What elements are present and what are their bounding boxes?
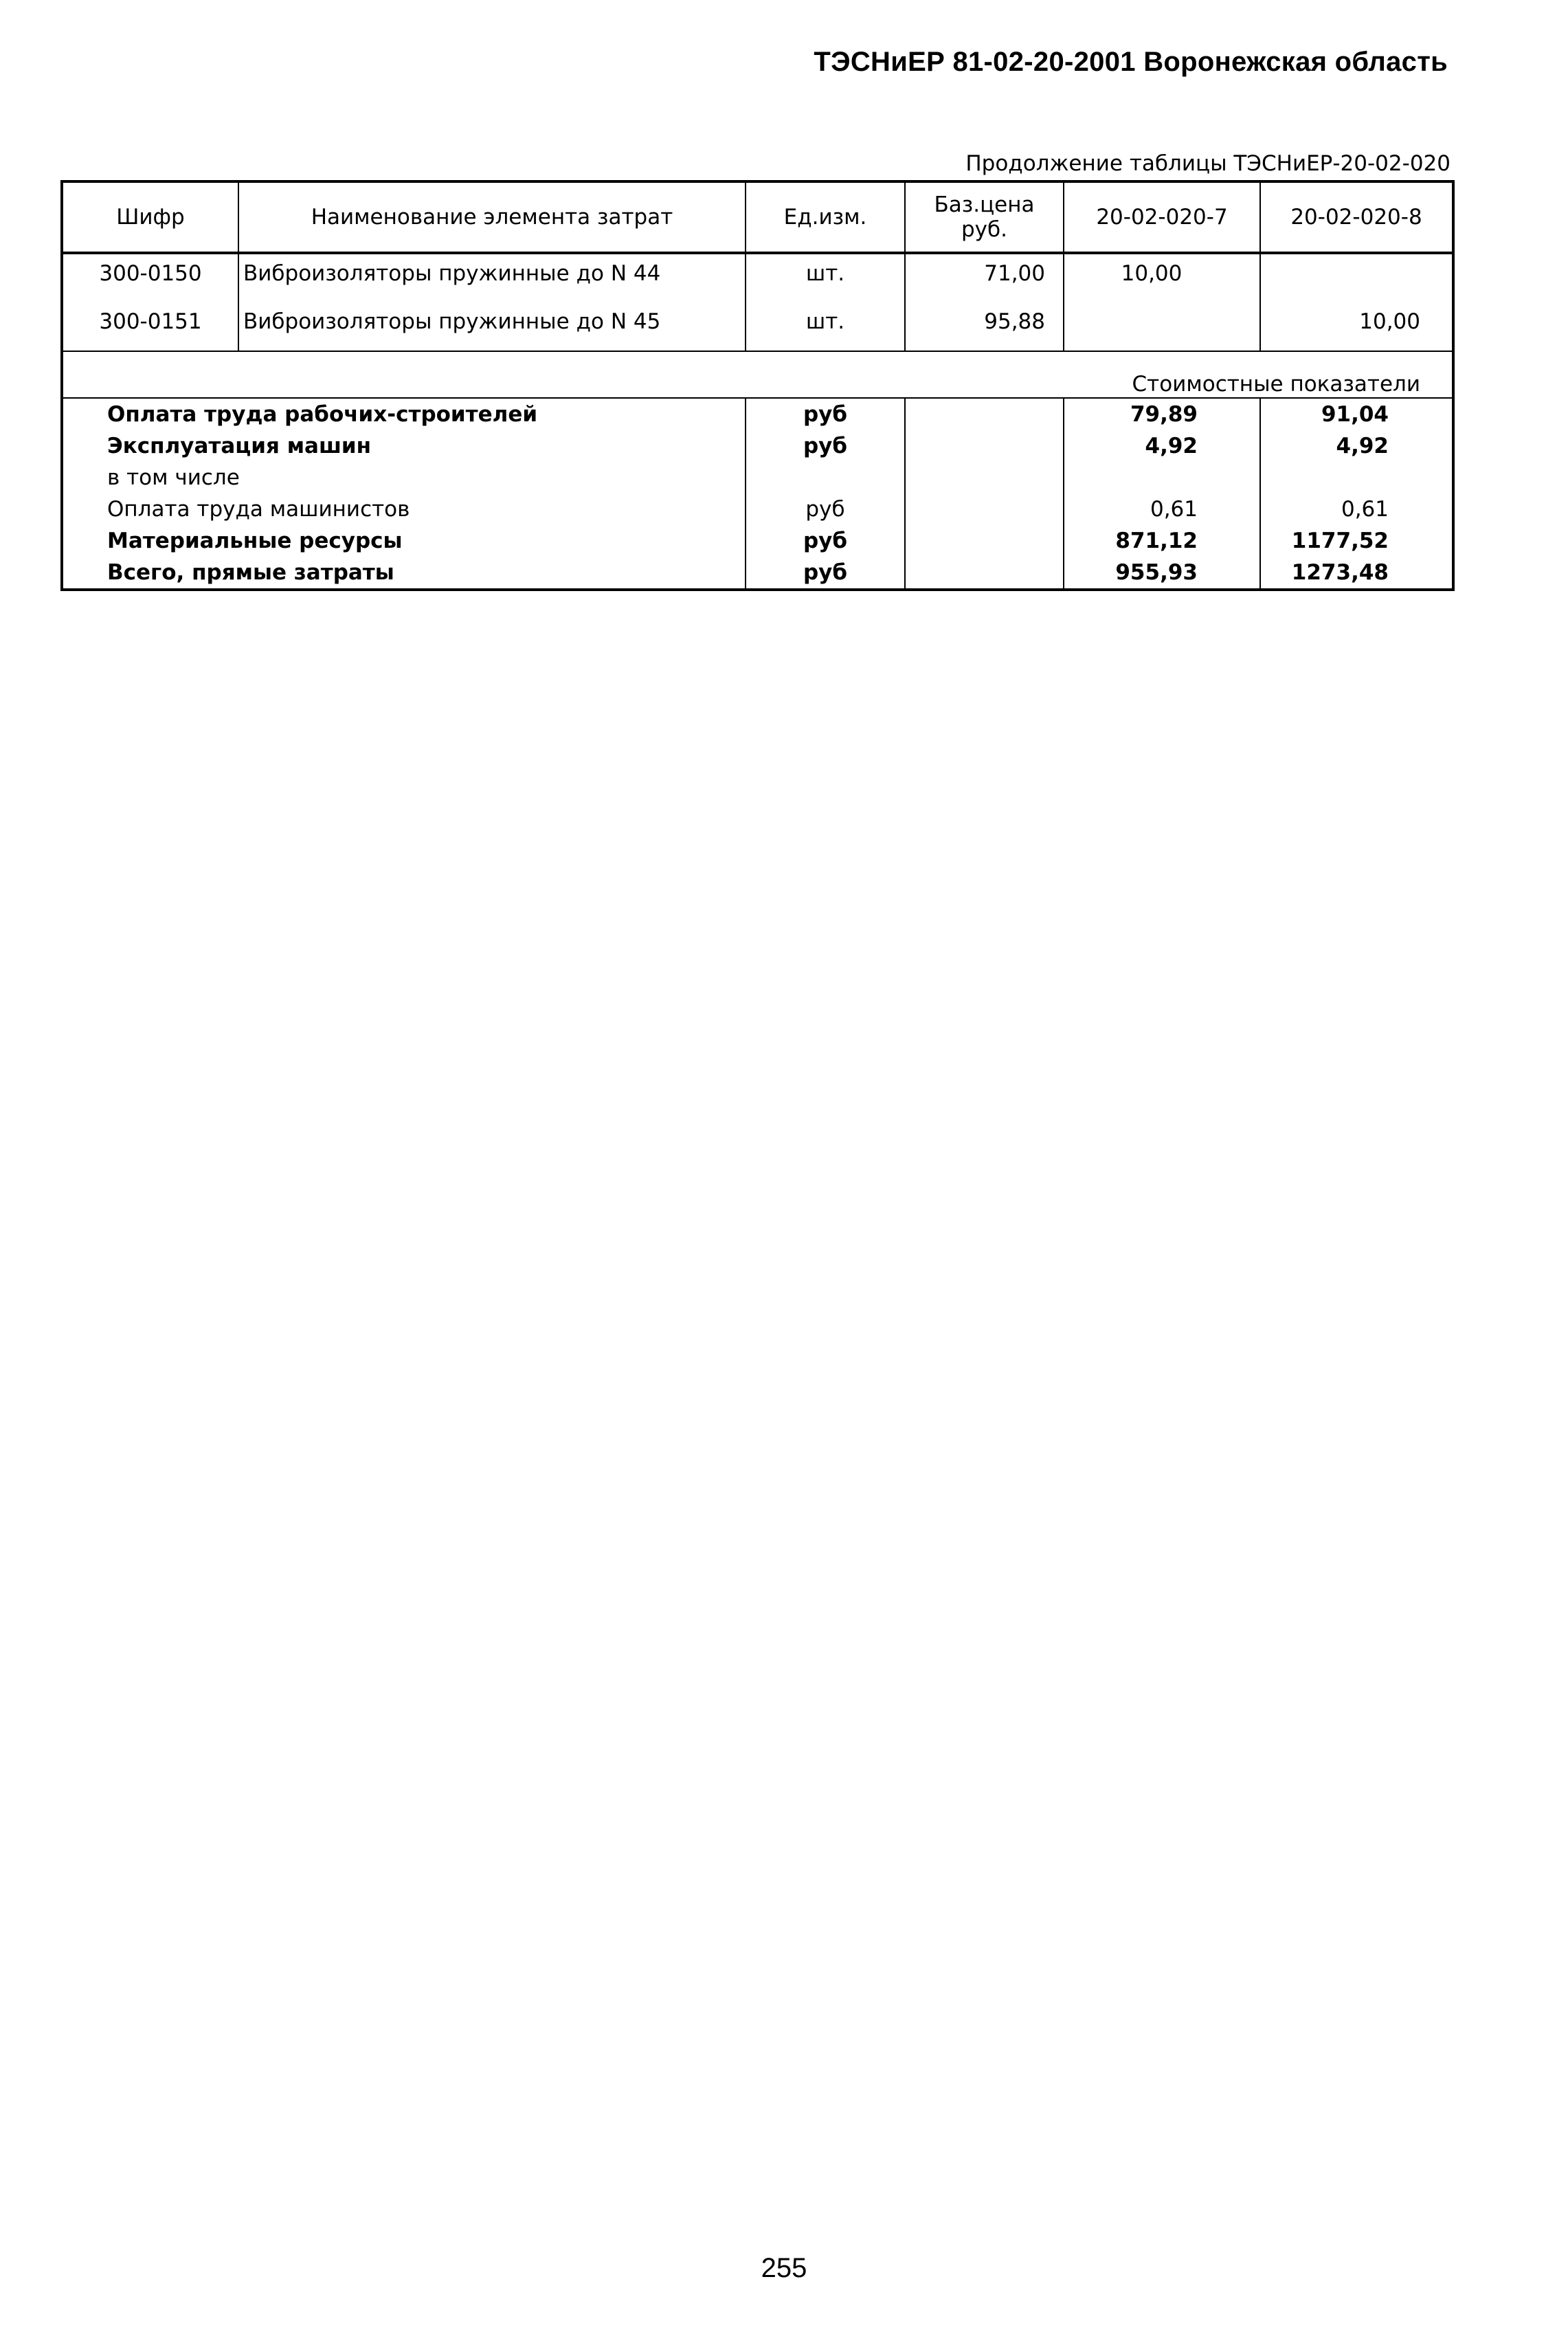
summary-empty-cell [905,557,1064,590]
resource-value-col8 [1260,253,1453,302]
summary-label: в том числе [62,462,746,493]
header-base-price-line2: руб. [961,217,1007,242]
resource-value-col7: 10,00 [1064,253,1260,302]
summary-unit: руб [746,398,905,430]
summary-row [62,493,1453,525]
table-caption: Продолжение таблицы ТЭСНиЕР-20-02-020 [965,151,1451,176]
document-header: ТЭСНиЕР 81-02-20-2001 Воронежская область [814,47,1448,77]
header-col8: 20-02-020-8 [1260,181,1453,253]
summary-label: Оплата труда рабочих-строителей [62,398,746,430]
summary-row [62,398,1453,430]
summary-row [62,462,1453,493]
summary-empty-cell [905,398,1064,430]
summary-empty-cell [905,430,1064,462]
summary-label: Оплата труда машинистов [62,493,746,525]
summary-empty-cell [905,525,1064,557]
resource-unit: шт. [746,253,905,302]
resource-name: Виброизоляторы пружинные до N 44 [238,253,746,302]
summary-value-col7 [1064,462,1260,493]
summary-label: Эксплуатация машин [62,430,746,462]
header-col7: 20-02-020-7 [1064,181,1260,253]
page-number: 255 [761,2253,807,2283]
header-code: Шифр [62,181,238,253]
section-row [62,351,1453,398]
summary-value-col8: 91,04 [1260,398,1453,430]
resource-value-col7 [1064,302,1260,351]
summary-value-col8: 1273,48 [1260,557,1453,590]
header-base-price [905,181,1064,253]
summary-empty-cell [905,493,1064,525]
summary-unit: руб [746,493,905,525]
summary-unit: руб [746,430,905,462]
header-unit: Ед.изм. [746,181,905,253]
resource-name: Виброизоляторы пружинные до N 45 [238,302,746,351]
summary-value-col7: 79,89 [1064,398,1260,430]
summary-row [62,557,1453,590]
section-title: Стоимостные показатели [62,351,1453,398]
summary-unit: руб [746,557,905,590]
summary-unit: руб [746,525,905,557]
summary-value-col7: 0,61 [1064,493,1260,525]
summary-value-col7: 871,12 [1064,525,1260,557]
summary-empty-cell [905,462,1064,493]
table-row [62,302,1453,351]
summary-row [62,430,1453,462]
summary-value-col7: 4,92 [1064,430,1260,462]
resource-code: 300-0150 [62,253,238,302]
table-header-row [62,181,1453,253]
summary-value-col8: 1177,52 [1260,525,1453,557]
resource-unit: шт. [746,302,905,351]
resource-price: 71,00 [905,253,1064,302]
header-base-price-line1: Баз.цена [934,192,1035,217]
summary-label: Всего, прямые затраты [62,557,746,590]
header-name: Наименование элемента затрат [238,181,746,253]
resource-code: 300-0151 [62,302,238,351]
resource-value-col8: 10,00 [1260,302,1453,351]
summary-row [62,525,1453,557]
summary-label: Материальные ресурсы [62,525,746,557]
table-row [62,253,1453,302]
summary-value-col7: 955,93 [1064,557,1260,590]
summary-value-col8: 4,92 [1260,430,1453,462]
summary-value-col8 [1260,462,1453,493]
cost-table [60,180,1455,591]
summary-unit [746,462,905,493]
resource-price: 95,88 [905,302,1064,351]
summary-value-col8: 0,61 [1260,493,1453,525]
